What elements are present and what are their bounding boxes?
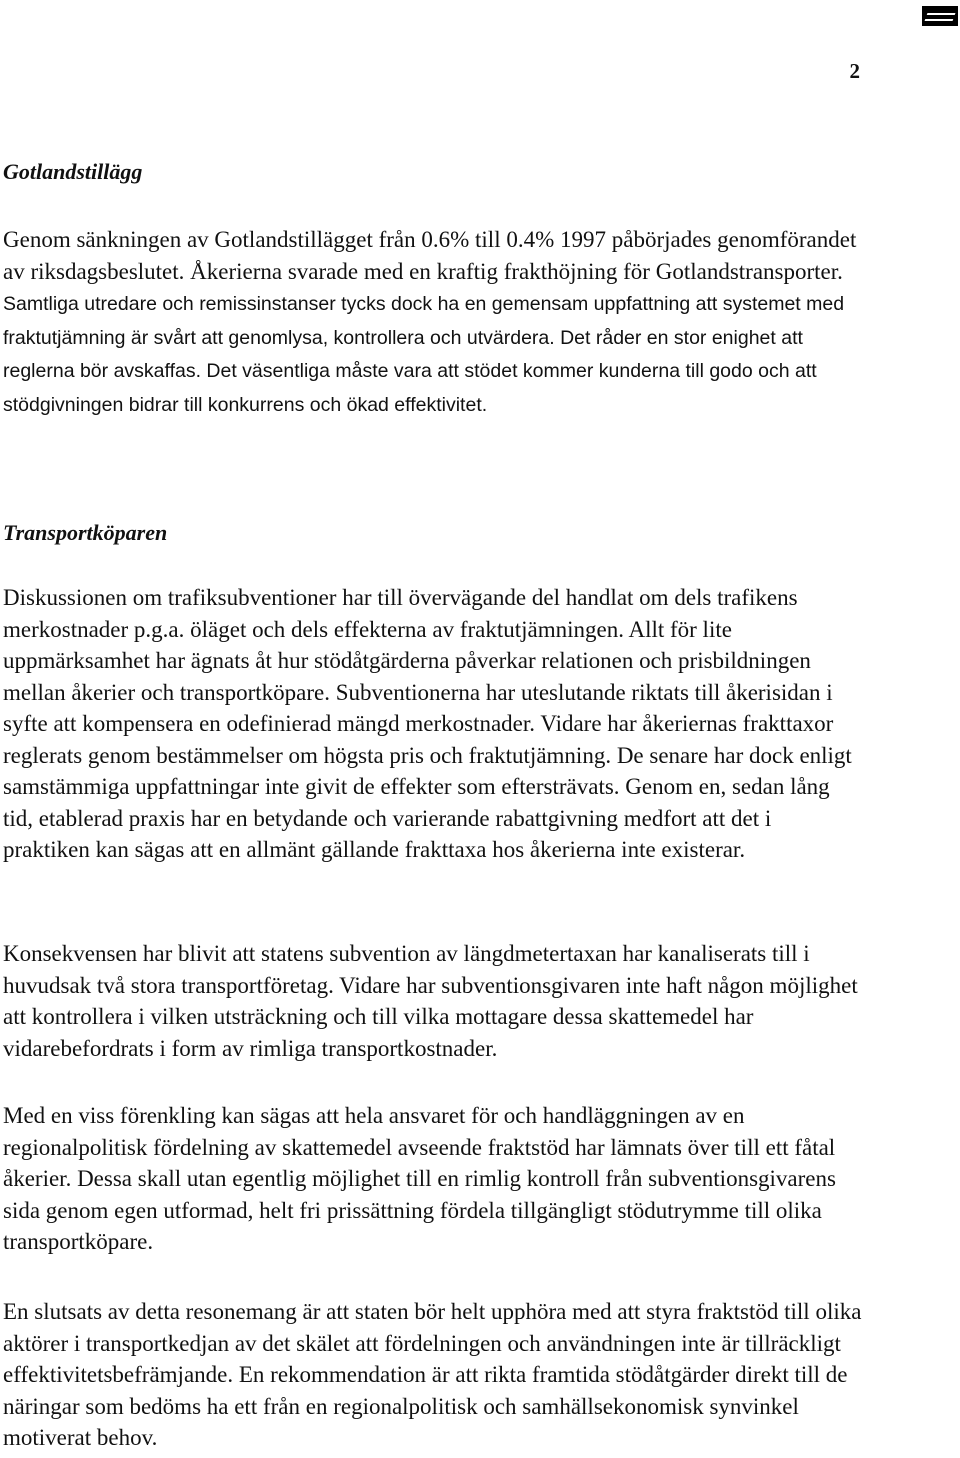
paragraph-serif-segment: Genom sänkningen av Gotlandstillägget från 0.6% till 0.4% 1997 påbörjades genomförandet av riksdagsbeslutet. Åkerierna svarade med en kraftig frakthöjning för Gotlandstransporter. (3, 227, 857, 284)
scan-mark-logo (922, 6, 958, 26)
paragraph-diskussionen: Diskussionen om trafiksubventioner har till övervägande del handlat om dels trafikens merkostnader p.g.a. öläget och dels effekterna av fraktutjämningen. Allt för lite uppmärksamhet har ägnats åt hur stödåtgärderna påverkar relationen och prisbildningen mellan åkerier och transportköpare. Subventionerna har uteslutande riktats till åkerisidan i syfte att kompensera en odefinierad mängd merkostnader. Vidare har åkeriernas frakttaxor reglerats genom bestämmelser om högsta pris och fraktutjämning. De senare har dock enligt samstämmiga uppfattningar inte givit de effekter som eftersträvats. Genom en, sedan lång tid, etablerad praxis har en betydande och varierande rabattgivning medfort att det i praktiken kan sägas att en allmänt gällande frakttaxa hos åkerierna inte existerar. (3, 585, 852, 862)
section-heading-gotlandstillagg: Gotlandstillägg (3, 159, 143, 184)
section-heading-transportkoparen: Transportköparen (3, 520, 168, 545)
page-number: 2 (849, 59, 860, 83)
paragraph-sans-segment: Samtliga utredare och remissinstanser tycks dock ha en gemensam uppfattning att systemet med fraktutjämning är svårt att genomlysa, kontrollera och utvärdera. Det råder en stor enighet att reglerna bör avskaffas. Det väsentliga måste vara att stödet kommer kunderna till godo och att stödgivningen bidrar till konkurrens och ökad effektivitet. (3, 293, 845, 416)
paragraph-forenkling: Med en viss förenkling kan sägas att hela ansvaret för och handläggningen av en regionalpolitisk fördelning av skattemedel avseende fraktstöd har lämnats över till ett fåtal åkerier. Dessa skall utan egentlig möjlighet till en rimlig kontroll från subventionsgivarens sida genom egen utformad, helt fri prissättning fördela tillgängligt stödutrymme till olika transportköpare. (3, 1103, 836, 1254)
paragraph-slutsats: En slutsats av detta resonemang är att staten bör helt upphöra med att styra fraktstöd till olika aktörer i transportkedjan av det skälet att fördelningen och användningen inte är tillräckligt effektivitetsbefrämjande. En rekommendation är att rikta framtida stödåtgärder direkt till de näringar som bedöms ha ett från en regionalpolitisk och samhällsekonomisk synvinkel motiverat behov. (3, 1299, 862, 1450)
paragraph-konsekvensen: Konsekvensen har blivit att statens subvention av längdmetertaxan har kanaliserats till i huvudsak två stora transportföretag. Vidare har subventionsgivaren inte haft någon möjlighet att kontrollera i vilken utsträckning och till vilka mottagare dessa skattemedel har vidarebefordrats i form av rimliga transportkostnader. (3, 941, 858, 1061)
paragraph-gotlandstillagg (3, 224, 863, 421)
